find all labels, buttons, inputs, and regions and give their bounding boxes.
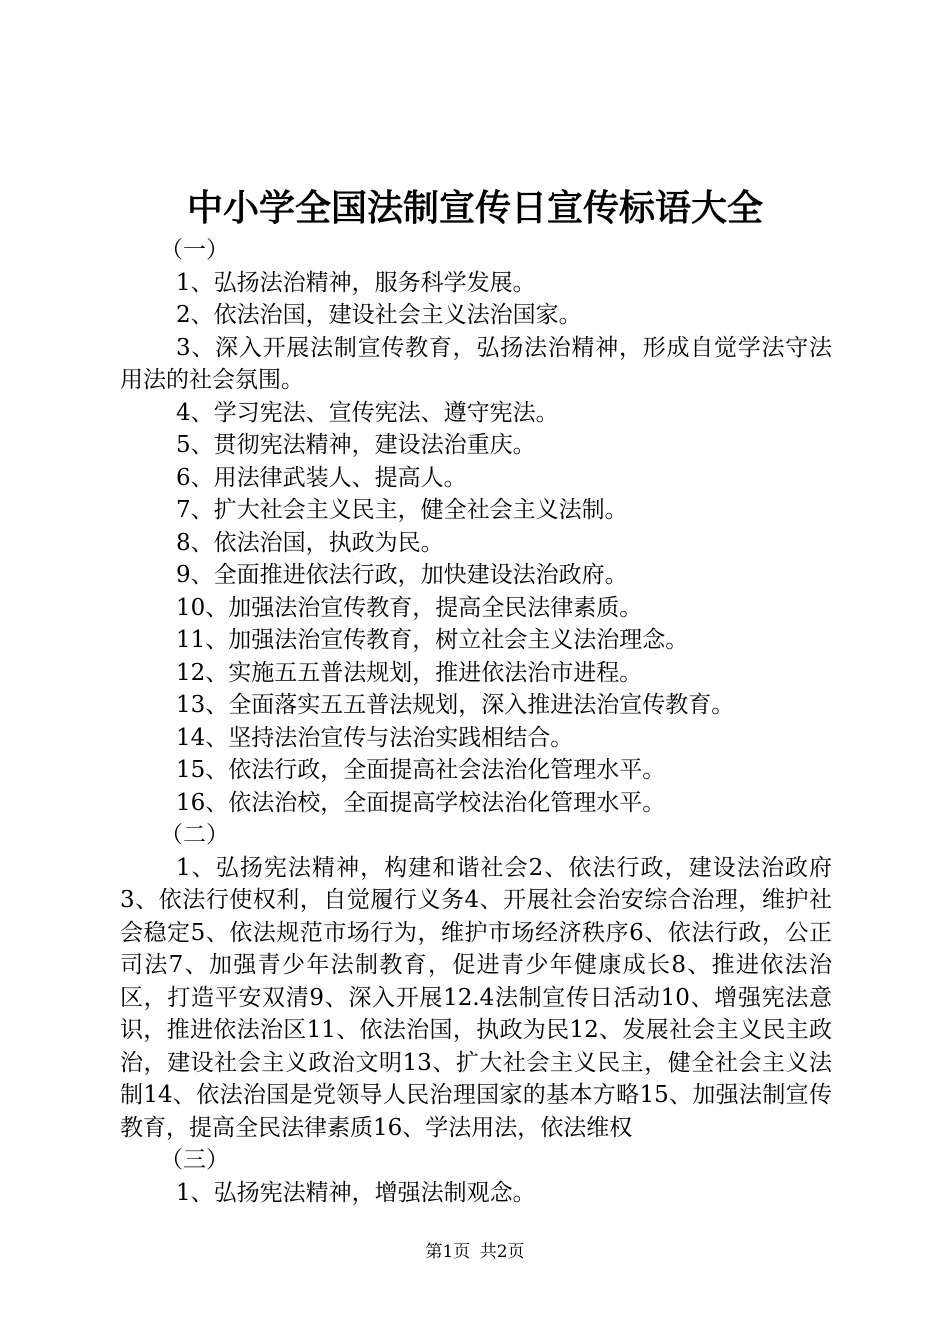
slogan-item: 1、弘扬法治精神，服务科学发展。 [176,269,536,296]
slogan-item: 16、依法治校，全面提高学校法治化管理水平。 [176,789,666,816]
slogan-item: 15、依法行政，全面提高社会法治化管理水平。 [176,757,666,783]
section-label: （三） [160,1147,229,1173]
slogan-item: 8、依法治国，执政为民。 [176,529,444,556]
slogan-item: 5、贯彻宪法精神，建设法治重庆。 [176,432,536,458]
document-title: 中小学全国法制宣传日宣传标语大全 [186,187,763,229]
slogan-item: 6、用法律武装人、提高人。 [176,464,467,491]
page-number: 第1页 [425,1242,471,1262]
slogan-item: 1、弘扬宪法精神，增强法制观念。 [176,1179,536,1206]
page-footer [0,1240,950,1264]
page-total: 共2页 [479,1242,525,1262]
slogan-item: 11、加强法治宣传教育，树立社会主义法治理念。 [176,627,689,653]
section-label: （一） [160,237,229,263]
section-label: （二） [160,822,229,848]
slogan-item: 14、坚持法治宣传与法治实践相结合。 [176,724,574,751]
slogan-item: 13、全面落实五五普法规划，深入推进法治宣传教育。 [176,692,735,718]
slogan-item: 2、依法治国，建设社会主义法治国家。 [176,302,582,328]
slogan-item: 12、实施五五普法规划，推进依法治市进程。 [176,659,643,686]
slogan-item: 9、全面推进依法行政，加快建设法治政府。 [176,562,628,588]
slogan-paragraph: 1、弘扬宪法精神，构建和谐社会2、依法行政，建设法治政府3、依法行使权利，自觉履行义务4、开展社会治安综合治理，维护社会稳定5、依法规范市场行为，维护市场经济秩序6、依法行政，公正司法7、加强青少年法制教育，促进青少年健康成长8、推进依法治区，打造平安双清9、深入开展12.4法制宣传日活动10、增强宪法意识，推进依法治区11、依法治国，执政为民12、发展社会主义民主政治，建设社会主义政治文明13、扩大社会主义民主，健全社会主义法制14、依法治国是党领导人民治理国家的基本方略15、加强法制宣传教育，提高全民法律素质16、学法用法，依法维权 [120,854,832,1141]
slogan-item: 7、扩大社会主义民主，健全社会主义法制。 [176,497,628,523]
slogan-item: 3、深入开展法制宣传教育，弘扬法治精神，形成自觉学法守法用法的社会氛围。 [120,334,832,393]
slogan-item: 10、加强法治宣传教育，提高全民法律素质。 [176,594,643,621]
document-body [120,234,832,1209]
slogan-item: 4、学习宪法、宣传宪法、遵守宪法。 [176,399,559,426]
